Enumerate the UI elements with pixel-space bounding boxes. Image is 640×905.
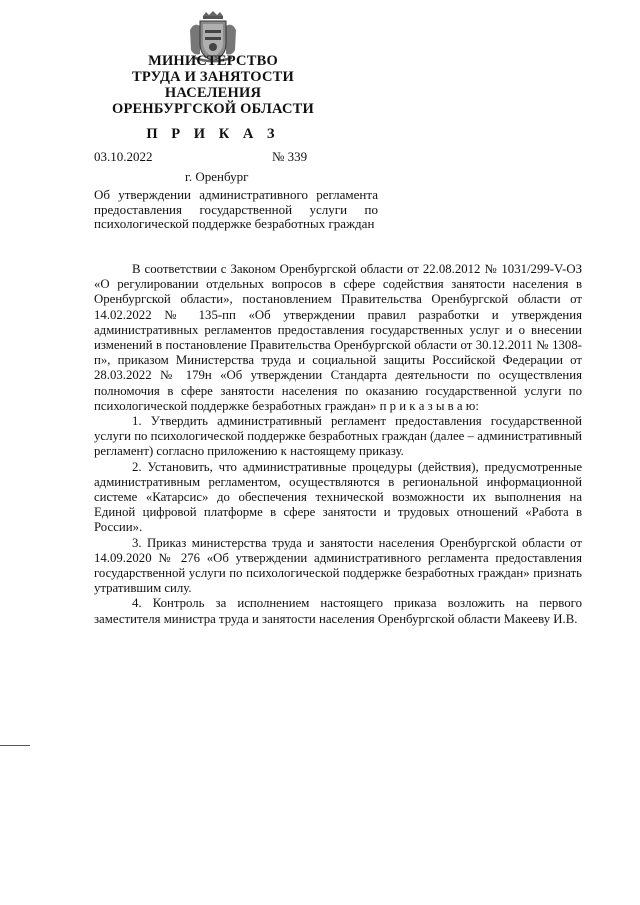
item-1-paragraph: 1. Утвердить административный регламент предоставления государственной услуги по психологической поддержке безработных граждан (далее – административный регламент) согласно приложению к настоящему приказу. xyxy=(94,414,582,459)
ministry-line-4: ОРЕНБУРГСКОЙ ОБЛАСТИ xyxy=(112,101,314,117)
document-number: № 339 xyxy=(272,149,308,164)
item-3-paragraph: 3. Приказ министерства труда и занятости населения Оренбургской области от 14.09.2020 № 276 «Об утверждении административного регламента предоставления государственной услуги по психологической поддержке безработных граждан» признать утратившим силу. xyxy=(94,535,582,596)
preamble-paragraph: В соответствии с Законом Оренбургской области от 22.08.2012 № 1031/299-V-ОЗ «О регулировании отдельных вопросов в сфере содействия занятости населения в Оренбургской области», постановлением Правительства Оренбургской области от 14.02.2022 № 135-пп «Об утверждении правил разработки и утверждения административных регламентов предоставления государственных услуг и о внесении изменений в постановление Правительства Оренбургской области от 30.12.2011 № 1308-п», приказом Министерства труда и социальной защиты Российской Федерации от 28.03.2022 № 179н «Об утверждении Стандарта деятельности по осуществления полномочия в сфере занятости населения по оказанию государственной услуги по психологической поддержке безработных граждан» п р и к а з ы в а ю: xyxy=(94,262,582,413)
item-4-paragraph: 4. Контроль за исполнением настоящего приказа возложить на первого заместителя министра труда и занятости населения Оренбургской области Макееву И.В. xyxy=(94,596,582,626)
document-body xyxy=(94,262,582,627)
document-type: П Р И К А З xyxy=(146,126,280,142)
ministry-name xyxy=(88,53,338,117)
document-subject: Об утверждении административного регламента предоставления государственной услуги по психологической поддержке безработных граждан xyxy=(94,187,378,231)
document-city: г. Оренбург xyxy=(185,169,249,184)
margin-mark xyxy=(0,745,30,746)
document-date: 03.10.2022 xyxy=(94,149,153,164)
ministry-line-3: НАСЕЛЕНИЯ xyxy=(164,85,262,101)
ministry-line-2: ТРУДА И ЗАНЯТОСТИ xyxy=(132,69,294,85)
item-2-paragraph: 2. Установить, что административные процедуры (действия), предусмотренные административным регламентом, осуществляются в региональной информационной системе «Катарсис» до обеспечения технической возможности их выполнения на Единой цифровой платформе в сфере занятости и трудовых отношений «Работа в России». xyxy=(94,459,582,535)
ministry-line-1: МИНИСТЕРСТВО xyxy=(148,53,278,69)
